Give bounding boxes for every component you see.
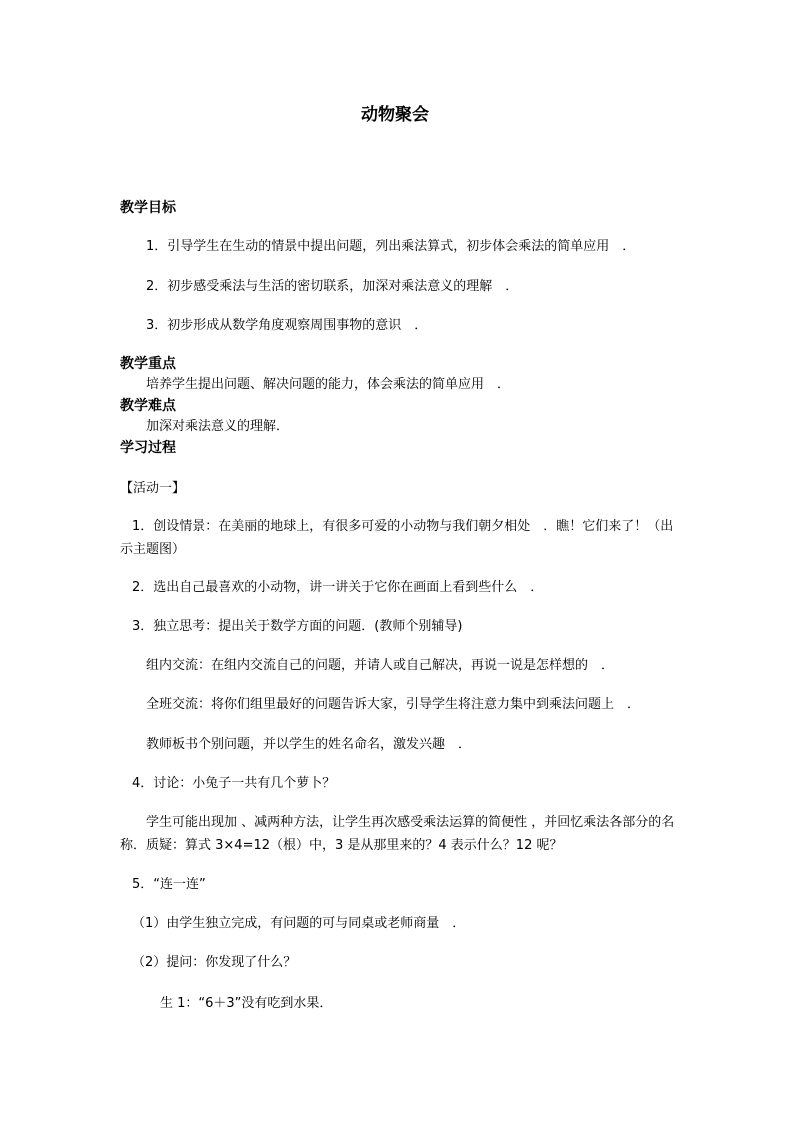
activity-heading: 【活动一】 [120,481,186,496]
paragraph-4a: 学生可能出现加 、减两种方法，让学生再次感受乘法运算的简便性 ，并回忆乘法各部分的名称．质疑：算式 3×4=12（根）中，3 是从那里来的？4 表示什么？12 呢？ [120,815,675,853]
page-title: 动物聚会 [361,105,429,125]
paragraph-3: 3．独立思考：提出关于数学方面的问题．(教师个别辅导) [132,619,463,634]
key-text: 培养学生提出问题、解决问题的能力，体会乘法的简单应用 ． [146,377,511,392]
paragraph-5a: （1）由学生独立完成，有问题的可与同桌或老师商量 ． [132,916,466,931]
paragraph-5b: （2）提问：你发现了什么？ [132,955,297,970]
goal-item-3: 3．初步形成从数学角度观察周围事物的意识 ． [146,318,428,333]
paragraph-3a: 组内交流：在组内交流自己的问题，并请人或自己解决，再说一说是怎样想的 ． [146,658,615,673]
paragraph-3c: 教师板书个别问题，并以学生的姓名命名，激发兴趣 ． [146,737,472,752]
goals-heading: 教学目标 [120,200,176,216]
difficulty-heading: 教学难点 [120,398,176,414]
process-heading: 学习过程 [120,440,176,456]
paragraph-5: 5．“连一连” [132,877,206,892]
key-heading: 教学重点 [120,356,176,372]
paragraph-1: 1．创设情景：在美丽的地球上，有很多可爱的小动物与我们朝夕相处 ．瞧！它们来了！（出示主题图） [120,519,674,557]
paragraph-4: 4．讨论：小兔子一共有几个萝卜？ [132,776,336,791]
goal-item-1: 1．引导学生在生动的情景中提出问题，列出乘法算式，初步体会乘法的简单应用 ． [146,239,636,254]
paragraph-2: 2．选出自己最喜欢的小动物，讲一讲关于它你在画面上看到些什么 ． [132,580,544,595]
paragraph-5c: 生 1：“6＋3”没有吃到水果． [160,996,333,1011]
difficulty-text: 加深对乘法意义的理解． [146,419,290,434]
paragraph-3b: 全班交流：将你们组里最好的问题告诉大家，引导学生将注意力集中到乘法问题上 ． [146,697,641,712]
goal-item-2: 2．初步感受乘法与生活的密切联系，加深对乘法意义的理解 ． [146,279,519,294]
